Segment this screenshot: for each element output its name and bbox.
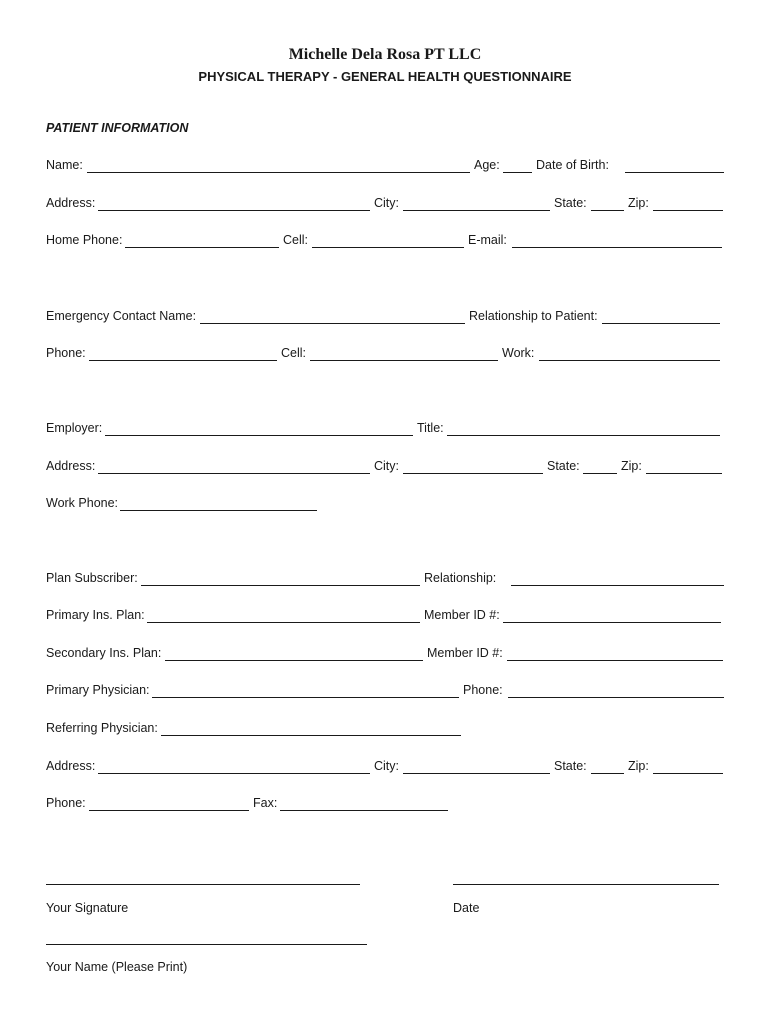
employer-state-label: State: (547, 459, 580, 473)
secondary-member-id-field[interactable] (507, 660, 723, 661)
referring-physician-field[interactable] (161, 735, 461, 736)
physician-zip-field[interactable] (653, 773, 723, 774)
zip-label: Zip: (628, 196, 649, 210)
secondary-plan-label: Secondary Ins. Plan: (46, 646, 162, 660)
physician-state-label: State: (554, 759, 587, 773)
home-phone-label: Home Phone: (46, 233, 123, 247)
referring-physician-label: Referring Physician: (46, 721, 158, 735)
emergency-contact-field[interactable] (200, 323, 465, 324)
secondary-member-id-label: Member ID #: (427, 646, 503, 660)
employer-city-label: City: (374, 459, 399, 473)
emergency-contact-label: Emergency Contact Name: (46, 309, 197, 323)
employer-zip-label: Zip: (621, 459, 642, 473)
work-phone-label: Work Phone: (46, 496, 119, 510)
print-name-label: Your Name (Please Print) (46, 960, 188, 974)
primary-member-id-field[interactable] (503, 622, 721, 623)
zip-field[interactable] (653, 210, 723, 211)
dob-field[interactable] (625, 172, 724, 173)
employer-city-field[interactable] (403, 473, 543, 474)
primary-plan-label: Primary Ins. Plan: (46, 608, 145, 622)
employer-label: Employer: (46, 421, 103, 435)
address-field[interactable] (98, 210, 370, 211)
address-label: Address: (46, 196, 96, 210)
secondary-plan-field[interactable] (165, 660, 423, 661)
emergency-work-field[interactable] (539, 360, 720, 361)
emergency-work-label: Work: (502, 346, 535, 360)
title-field[interactable] (447, 435, 720, 436)
physician-zip-label: Zip: (628, 759, 649, 773)
plan-subscriber-field[interactable] (141, 585, 420, 586)
print-name-field[interactable] (46, 944, 367, 945)
physician-phone-label: Phone: (463, 683, 503, 697)
form-title: PHYSICAL THERAPY - GENERAL HEALTH QUESTIONNAIRE (198, 69, 572, 84)
employer-address-label: Address: (46, 459, 96, 473)
primary-physician-field[interactable] (152, 697, 459, 698)
physician-city-label: City: (374, 759, 399, 773)
physician-phone-field[interactable] (508, 697, 724, 698)
subscriber-relationship-label: Relationship: (424, 571, 497, 585)
physician-address-field[interactable] (98, 773, 370, 774)
emergency-phone-field[interactable] (89, 360, 277, 361)
primary-plan-field[interactable] (147, 622, 420, 623)
city-label: City: (374, 196, 399, 210)
physician-fax-label: Fax: (253, 796, 278, 810)
employer-field[interactable] (105, 435, 413, 436)
subscriber-relationship-field[interactable] (511, 585, 724, 586)
physician-phone2-label: Phone: (46, 796, 86, 810)
cell-field[interactable] (312, 247, 464, 248)
state-label: State: (554, 196, 587, 210)
state-field[interactable] (591, 210, 624, 211)
physician-city-field[interactable] (403, 773, 550, 774)
date-field[interactable] (453, 884, 719, 885)
emergency-cell-label: Cell: (281, 346, 307, 360)
physician-fax-field[interactable] (280, 810, 448, 811)
home-phone-field[interactable] (125, 247, 279, 248)
physician-state-field[interactable] (591, 773, 624, 774)
date-label: Date (453, 901, 480, 915)
name-field[interactable] (87, 172, 470, 173)
emergency-relationship-field[interactable] (602, 323, 720, 324)
physician-address-label: Address: (46, 759, 96, 773)
physician-phone2-field[interactable] (89, 810, 249, 811)
signature-field[interactable] (46, 884, 360, 885)
age-field[interactable] (503, 172, 532, 173)
primary-physician-label: Primary Physician: (46, 683, 150, 697)
title-label: Title: (417, 421, 444, 435)
plan-subscriber-label: Plan Subscriber: (46, 571, 138, 585)
employer-state-field[interactable] (583, 473, 617, 474)
emergency-cell-field[interactable] (310, 360, 498, 361)
name-label: Name: (46, 158, 83, 172)
primary-member-id-label: Member ID #: (424, 608, 500, 622)
signature-label: Your Signature (46, 901, 129, 915)
work-phone-field[interactable] (120, 510, 317, 511)
practice-name: Michelle Dela Rosa PT LLC (288, 46, 482, 63)
cell-label: Cell: (283, 233, 309, 247)
emergency-phone-label: Phone: (46, 346, 86, 360)
employer-address-field[interactable] (98, 473, 370, 474)
age-label: Age: (474, 158, 500, 172)
dob-label: Date of Birth: (536, 158, 609, 172)
employer-zip-field[interactable] (646, 473, 722, 474)
city-field[interactable] (403, 210, 550, 211)
emergency-relationship-label: Relationship to Patient: (469, 309, 598, 323)
email-label: E-mail: (468, 233, 507, 247)
email-field[interactable] (512, 247, 722, 248)
section-title: PATIENT INFORMATION (46, 121, 189, 135)
